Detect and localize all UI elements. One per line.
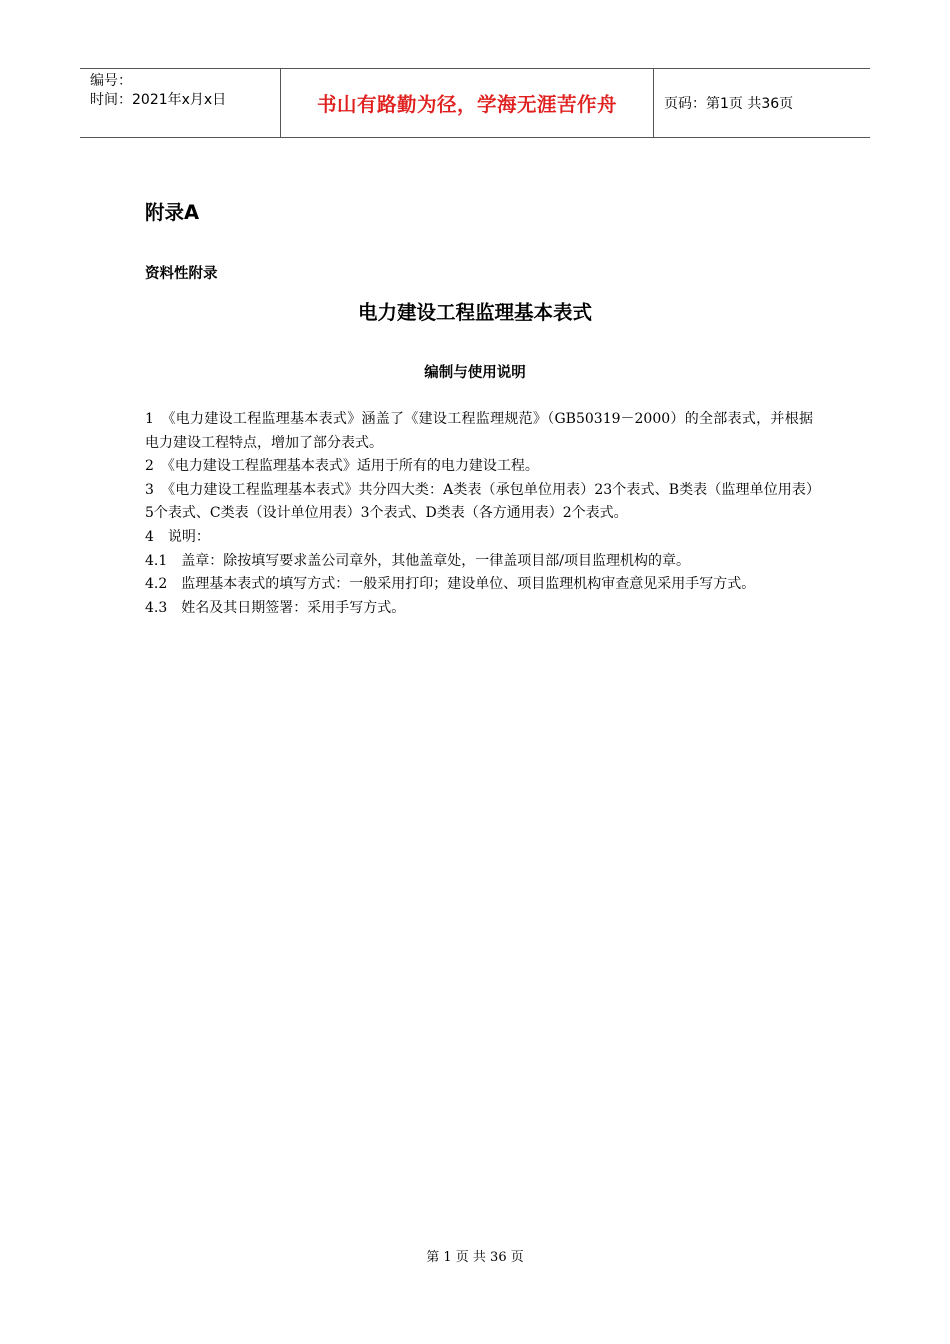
- paragraph: 4.2 监理基本表式的填写方式：一般采用打印；建设单位、项目监理机构审查意见采用手写方式。: [145, 576, 756, 593]
- header-page-cell: [654, 69, 870, 137]
- informative-label: 资料性附录: [145, 266, 218, 282]
- appendix-heading: 附录A: [145, 201, 200, 224]
- section-subtitle: 编制与使用说明: [424, 365, 526, 381]
- page-footer: 第 1 页 共 36 页: [426, 1250, 524, 1265]
- paragraph: 2 《电力建设工程监理基本表式》适用于所有的电力建设工程。: [145, 458, 539, 475]
- number-label: 编号：: [90, 73, 132, 89]
- time-label: 时间：2021年x月x日: [90, 92, 227, 108]
- motto-text: 书山有路勤为径，学海无涯苦作舟: [316, 93, 617, 116]
- document-header: [80, 68, 870, 138]
- paragraph: 4 说明：: [145, 528, 210, 545]
- body-text: [145, 408, 813, 620]
- page-info: 页码：第1页 共36页: [664, 96, 794, 112]
- paragraph: 1 《电力建设工程监理基本表式》涵盖了《建设工程监理规范》（GB50319－2000）的全部表式，并根据电力建设工程特点，增加了部分表式。: [145, 411, 813, 451]
- paragraph: 3 《电力建设工程监理基本表式》共分四大类：A类表（承包单位用表）23个表式、B类表（监理单位用表）5个表式、C类表（设计单位用表）3个表式、D类表（各方通用表）2个表式。: [145, 481, 813, 522]
- paragraph: 4.3 姓名及其日期签署：采用手写方式。: [145, 599, 406, 616]
- header-left-cell: [80, 69, 281, 137]
- header-motto-cell: [281, 69, 654, 137]
- document-title: 电力建设工程监理基本表式: [357, 301, 592, 324]
- paragraph: 4.1 盖章：除按填写要求盖公司章外，其他盖章处，一律盖项目部/项目监理机构的章。: [145, 552, 690, 569]
